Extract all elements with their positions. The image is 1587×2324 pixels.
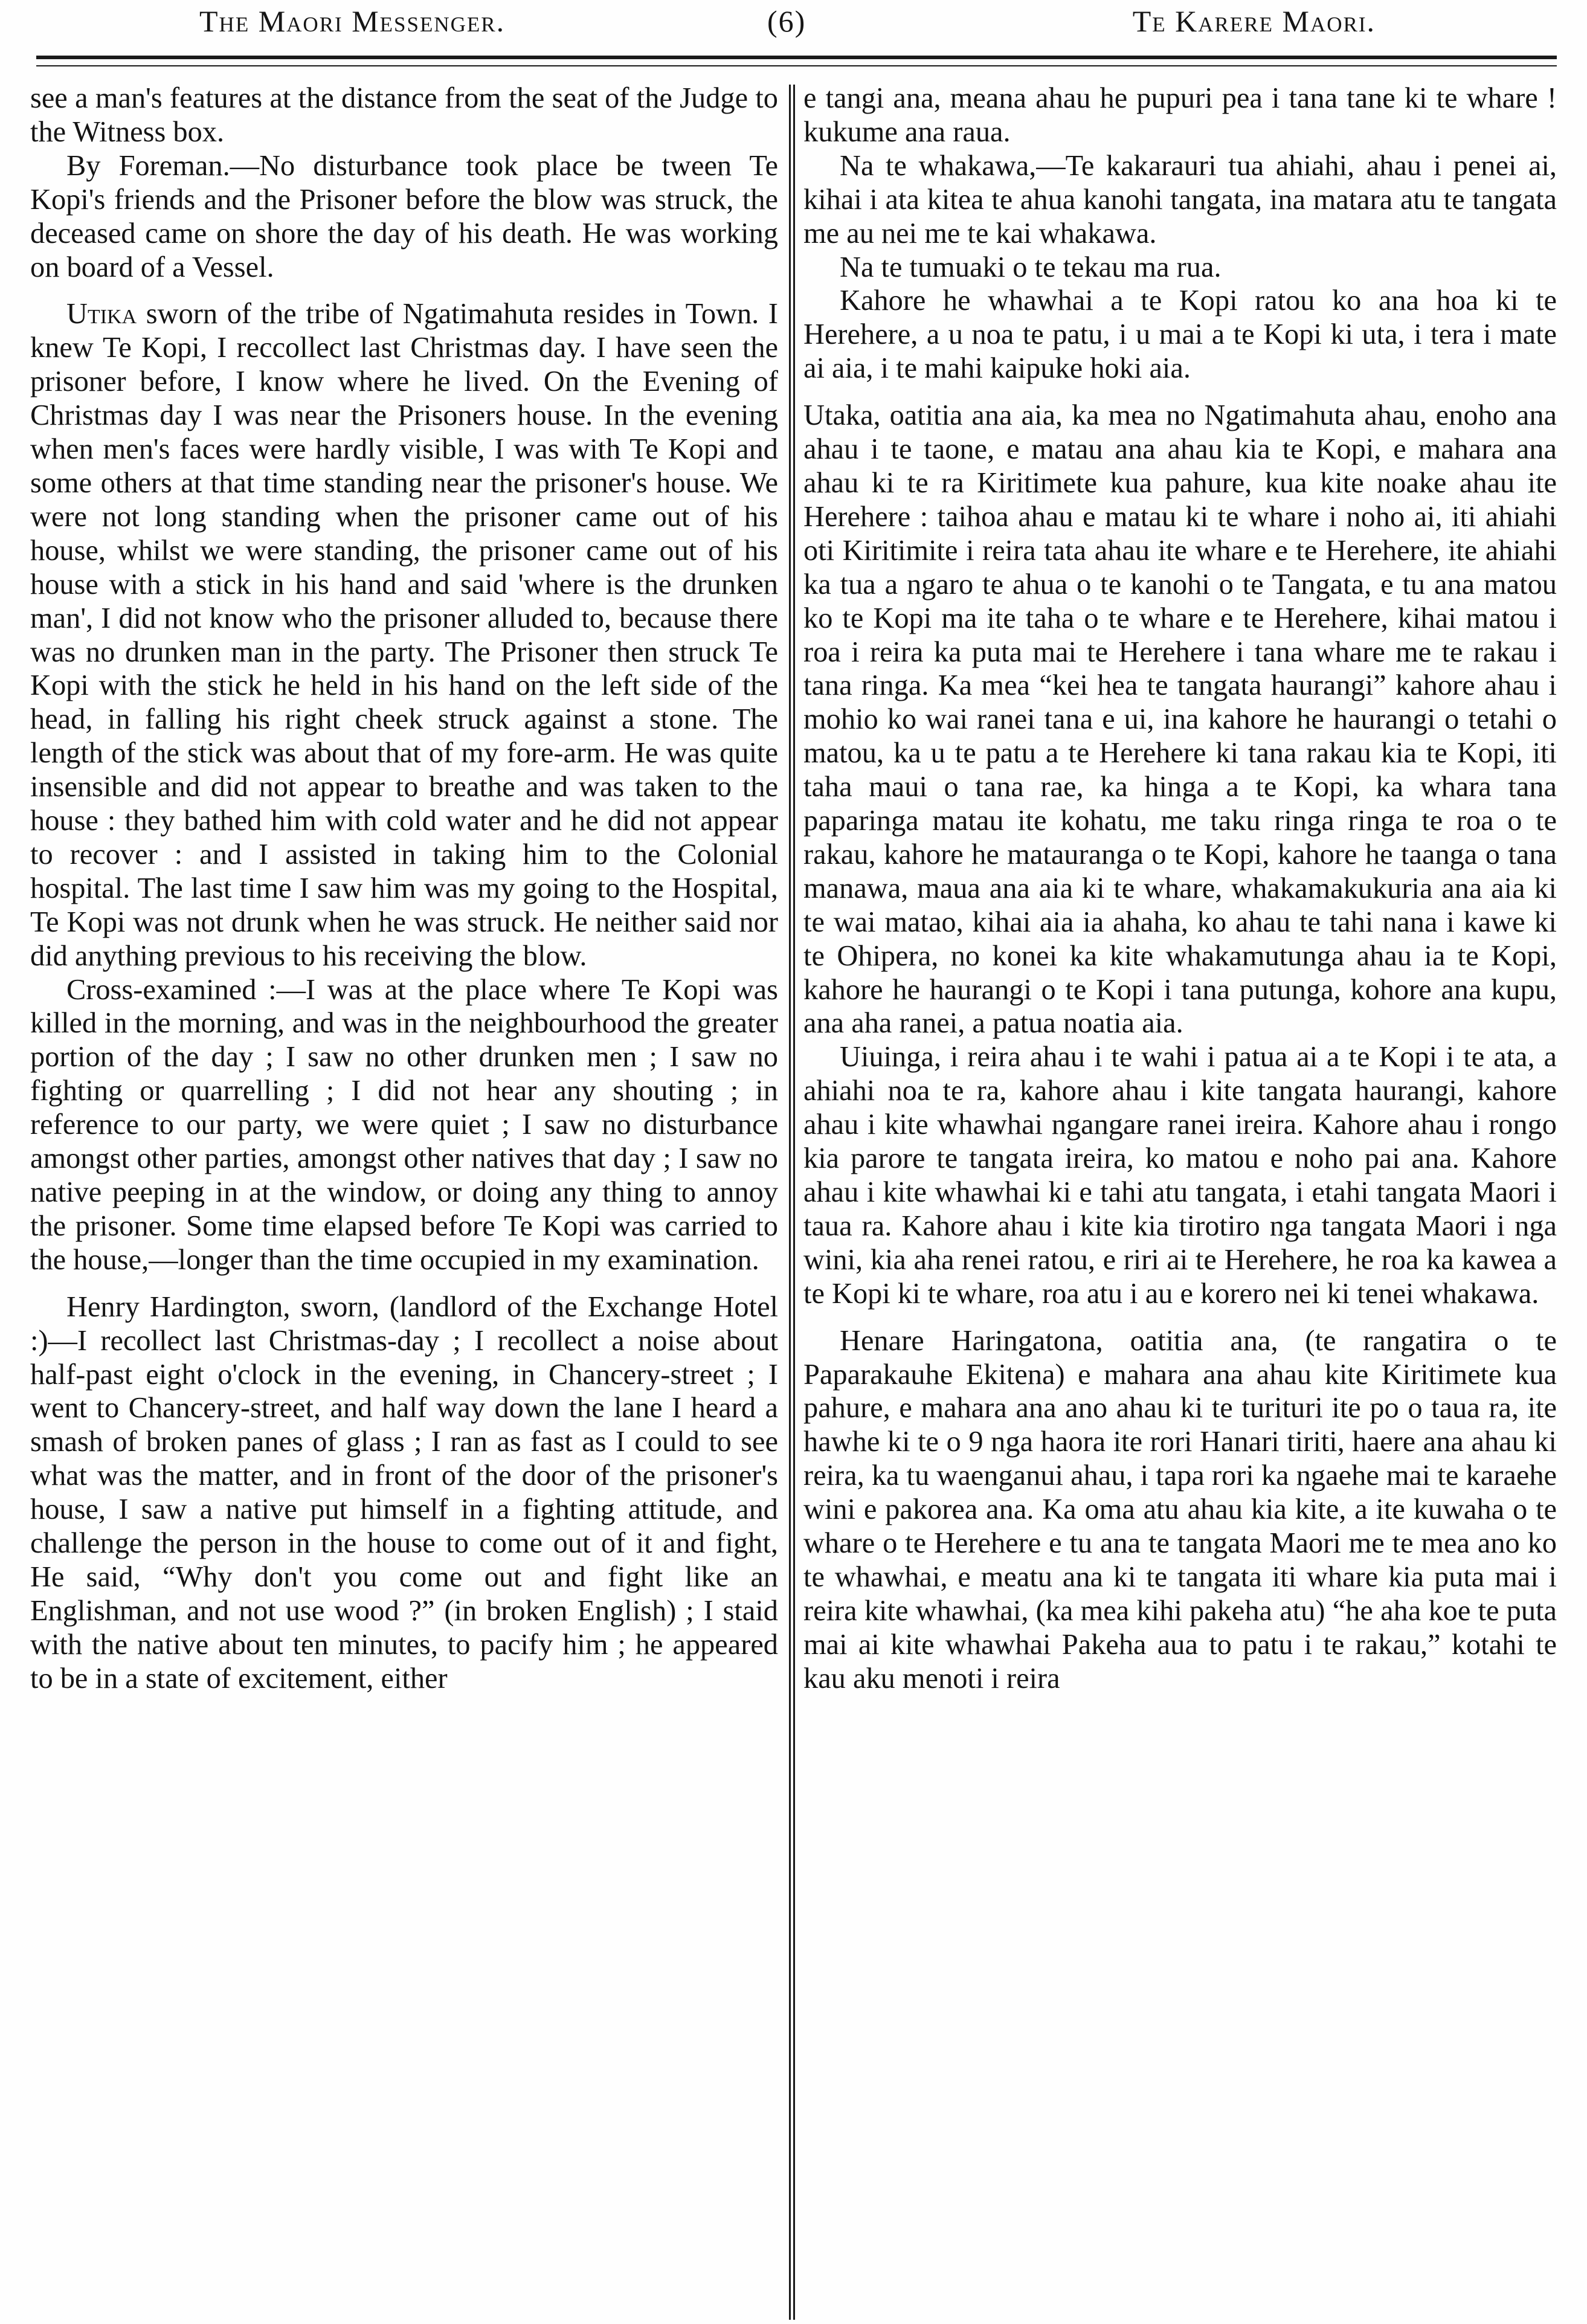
paragraph-continuation: e tangi ana, meana ahau he pupuri pea i tana tane ki te whare ! kukume ana raua. <box>803 82 1557 148</box>
page-header <box>36 0 1551 53</box>
maori-column <box>803 82 1557 2324</box>
paragraph-utika-testimony <box>30 297 778 973</box>
paragraph-tumuaki: Na te tumuaki o te tekau ma rua. <box>840 251 1222 283</box>
witness-name: Utika <box>66 298 137 330</box>
header-rule-thin <box>36 65 1557 66</box>
paragraph-kahore-whawhai: Kahore he whawhai a te Kopi ratou ko ana hoa ki te Herehere, a u noa te patu, i u mai a te Kopi ki uta, i tera i mate ai aia, i te mahi kaipuke hoki aia. <box>803 285 1557 385</box>
paragraph-na-te-whakawa: Na te whakawa,—Te kakarauri tua ahiahi, ahau i penei ai, kihai i ata kitea te ahua kanohi tangata, ina matara atu te tangata me au nei me te kai whakawa. <box>803 149 1557 249</box>
english-column <box>30 82 778 2324</box>
paragraph-continuation: see a man's features at the distance from the seat of the Judge to the Witness box. <box>30 82 778 148</box>
paragraph-uiuinga: Uiuinga, i reira ahau i te wahi i patua ai a te Kopi i te ata, a ahiahi noa te ra, kahore ahau i kite tangata haurangi, kahore ahau i kite whawhai ngangare ranei ireira. Kahore ahau i rongo kia parore te tangata ireira, ko matou e noho pai ana. Kahore ahau i kite whawhai ki e tahi atu tangata, i etahi tangata Maori i taua ra. Kahore ahau i kite kia tirotiro nga tangata Maori i nga wini, kia aha renei ratou, e riri ai te Herehere, he roa ka kawea a te Kopi ki te whare, roa atu i au e korero nei ki tenei whakawa. <box>803 1041 1557 1310</box>
paragraph-henare-testimony: Henare Haringatona, oatitia ana, (te rangatira o te Paparakauhe Ekitena) e mahara ana ahau kite Kiritimete kua pahure, e mahara ana ano ahau ki te turituri ite po o taua ra, ite hawhe ki te o 9 nga haora ite rori Hanari tiriti, haere ana ahau ki reira, ka tu waenganui ahau, i tapa rori ka ngaehe mai te karaehe wini e pakorea ana. Ka oma atu ahau kia kite, a ite kuwaha o te whare o te Herehere e tu ana te tangata Maori me te mea ano ko te whawhai, e meatu ana ki te tangata iti whare kia puta mai i reira kite whawhai, (ka mea kihi pakeha atu) “he aha koe te puta mai ai kite whawhai Pakeha aua to patu i te rakau,” kotahi te kau aku menoti i reira <box>803 1324 1557 1695</box>
page-number: (6) <box>767 4 806 38</box>
paragraph-cross-examination: Cross-examined :—I was at the place where Te Kopi was killed in the morning, and was in the neighbourhood the greater portion of the day ; I saw no other drunken men ; I saw no fighting or quarrelling ; I did not hear any shouting ; in reference to our party, we were quiet ; I saw no disturbance amongst other parties, amongst other natives that day ; I saw no native peeping in at the window, or doing any thing to annoy the prisoner. Some time elapsed before Te Kopi was carried to the house,—longer than the time occupied in my examination. <box>30 973 778 1276</box>
paragraph-utaka-testimony: Utaka, oatitia ana aia, ka mea no Ngatimahuta ahau, enoho ana ahau i te taone, e matau ana ahau kia te Kopi, e mahara ana ahau ki te ra Kiritimete kua pahure, kua kite noake ahau ite Herehere : taihoa ahau e matau ki te whare i noho ai, iti ahiahi oti Kiritimite i reira tata ahau ite whare e te Herehere, ite ahiahi ka tua a ngaro te ahua o te kanohi o te Tangata, e tu ana matou ko te Kopi ma ite taha o te whare e te Herehere, kihai matou i roa i reira ka puta mai te Herehere i tana whare me te rakau i tana ringa. Ka mea “kei hea te tangata haurangi” kahore ahau i mohio ko wai ranei tana e ui, ina kahore he haurangi o tetahi o matou, ka u te patu a te Herehere ki tana rakau kia te Kopi, iti taha maui o tana rae, ka hinga a te Kopi, ka whara tana paparinga matau ite kohatu, me taku ringa ringa te roa o te rakau, kahore he matauranga o te Kopi, kahore he taanga o tana manawa, maua ana aia ki te whare, whakamakukuria ana aia ki te wai matao, kihai aia ia ahaha, ko ahau te tahi nana i kawe ki te Ohipera, no konei ka kite whakamutunga ahau ia te Kopi, kahore he haurangi o te Kopi i tana putunga, kohore ana kupu, ana aha ranei, a patua noatia aia. <box>803 399 1557 1040</box>
paragraph-foreman: By Foreman.—No disturbance took place be tween Te Kopi's friends and the Prisoner before the blow was struck, the deceased came on shore the day of his death. He was working on board of a Vessel. <box>30 149 778 283</box>
column-divider <box>789 85 795 2320</box>
testimony-text: sworn of the tribe of Ngatimahuta resides in Town. I knew Te Kopi, I reccollect last Christmas day. I have seen the prisoner before, I know where he lived. On the Evening of Christmas day I was near the Prisoners house. In the evening when men's faces were hardly visible, I was with Te Kopi and some others at that time standing near the prisoner's house. We were not long standing when the prisoner came out of his house, whilst we were standing, the prisoner came out of his house with a stick in his hand and said 'where is the drunken man', I did not know who the prisoner alluded to, because there was no drunken man in the party. The Prisoner then struck Te Kopi with the stick he held in his hand on the left side of the head, in falling his right cheek struck against a stone. The length of the stick was about that of my fore-arm. He was quite insensible and did not appear to breathe and was taken to the house : they bathed him with cold water and he did not appear to recover : and I assisted in taking him to the Colonial hospital. The last time I saw him was my going to the Hospital, Te Kopi was not drunk when he was struck. He neither said nor did anything previous to his receiving the blow. <box>30 298 778 972</box>
header-rule-thick <box>36 56 1557 59</box>
header-english-title: The Maori Messenger. <box>199 4 506 38</box>
paragraph-hardington-testimony: Henry Hardington, sworn, (landlord of the Exchange Hotel :)—I recollect last Christmas-day ; I recollect a noise about half-past eight o'clock in the evening, in Chancery-street ; I went to Chancery-street, and half way down the lane I heard a smash of broken panes of glass ; I ran as fast as I could to see what was the matter, and in front of the door of the prisoner's house, I saw a native put himself in a fighting attitude, and challenge the person in the house to come out of it and fight, He said, “Why don't you come out and fight like an Englishman, and not use wood ?” (in broken English) ; I staid with the native about ten minutes, to pacify him ; he appeared to be in a state of excitement, either <box>30 1290 778 1695</box>
header-maori-title: Te Karere Maori. <box>1132 4 1376 38</box>
